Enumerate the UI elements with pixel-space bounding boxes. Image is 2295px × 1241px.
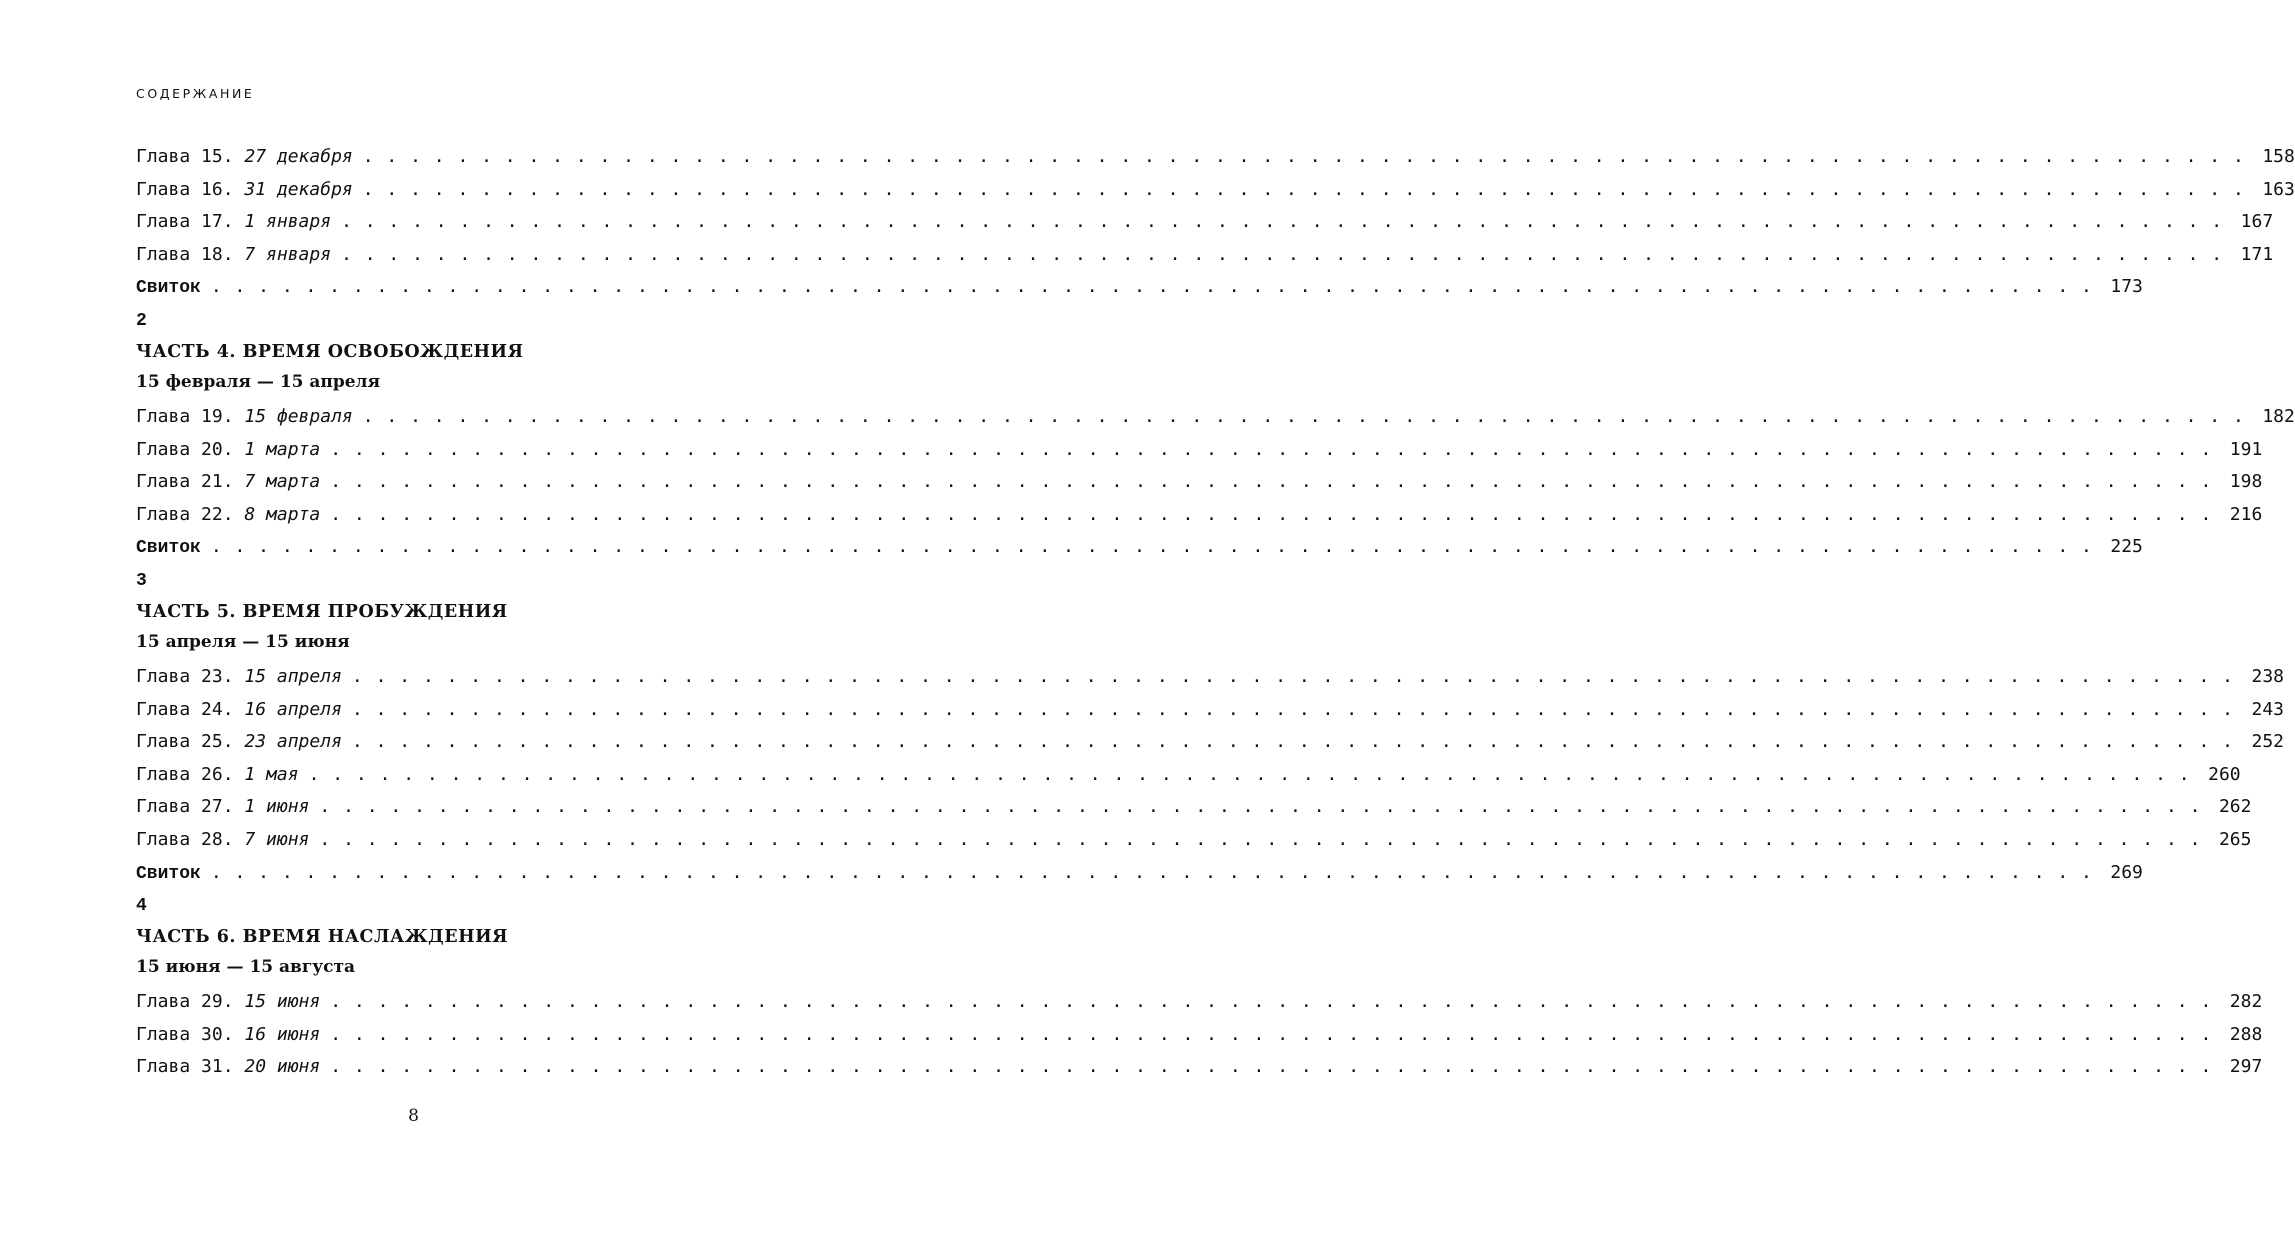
page-number: 216 (2229, 503, 2263, 525)
chapter-title: 1 января (244, 211, 332, 233)
chapter-title: 1 марта (244, 438, 321, 460)
part-title[interactable]: ЧАСТЬ 5. ВРЕМЯ ПРОБУЖДЕНИЯ (136, 601, 508, 622)
chapter-number: Глава 31. (136, 1056, 245, 1078)
chapter-number: Глава 30. (136, 1023, 245, 1045)
chapter-title: 15 апреля (244, 665, 342, 687)
dot-leader: . . . . . . . . . . . . . . . . . . . . . . . . . . . . . . . . . . . . . . . . . . . . . . . . . . . . . . . . . . . . . . . . . . . . . . . . . . . . . . . . (330, 991, 2213, 1013)
page-number: 167 (2240, 211, 2274, 233)
chapter-title: 16 июня (244, 1023, 321, 1045)
page-number: 260 (2208, 763, 2241, 785)
toc-entry[interactable] (136, 401, 2295, 434)
chapter-number: Глава 16. (136, 178, 245, 200)
chapter-title: 1 мая (244, 763, 299, 785)
chapter-title: 7 января (244, 243, 332, 265)
top-entries (136, 141, 2295, 331)
page-number: 252 (2251, 731, 2284, 753)
toc-entry[interactable] (136, 499, 2263, 532)
chapter-number: Глава 17. (136, 211, 245, 233)
chapter-number: Глава 20. (136, 438, 245, 460)
dot-leader: . . . . . . . . . . . . . . . . . . . . . . . . . . . . . . . . . . . . . . . . . . . . . . . . . . . . . . . . . . . . . . . . . . . . . . . . . . . . . . . . (330, 1056, 2213, 1078)
chapter-title: 23 апреля (244, 731, 342, 753)
scroll-label: Свиток 3 (136, 538, 201, 591)
dot-leader: . . . . . . . . . . . . . . . . . . . . . . . . . . . . . . . . . . . . . . . . . . . . . . . . . . . . . . . . . . . . . . . . . . . . . . . . . . . . . . . . (341, 211, 2224, 233)
chapter-number: Глава 18. (136, 243, 245, 265)
dot-leader: . . . . . . . . . . . . . . . . . . . . . . . . . . . . . . . . . . . . . . . . . . . . . . . . . . . . . . . . . . . . . . . . . . . . . . . . . . . . . . . . (362, 178, 2245, 200)
toc-entry[interactable] (136, 694, 2284, 727)
toc-entry[interactable] (136, 434, 2263, 467)
chapter-title: 16 апреля (244, 698, 342, 720)
dot-leader: . . . . . . . . . . . . . . . . . . . . . . . . . . . . . . . . . . . . . . . . . . . . . . . . . . . . . . . . . . . . . . . . . . . . . . . . . . . . . . . . (319, 796, 2202, 818)
page-number: 182 (2262, 405, 2295, 427)
toc-entry[interactable] (136, 986, 2263, 1019)
running-header: СОДЕРЖАНИЕ (136, 86, 255, 101)
chapter-title: 15 февраля (244, 405, 353, 427)
page-number: 171 (2240, 243, 2274, 265)
dot-leader: . . . . . . . . . . . . . . . . . . . . . . . . . . . . . . . . . . . . . . . . . . . . . . . . . . . . . . . . . . . . . . . . . . . . . . . . . . . . . . . . (308, 763, 2191, 785)
page-number: 238 (2251, 665, 2284, 687)
chapter-number: Глава 21. (136, 471, 245, 493)
chapter-title: 7 марта (244, 471, 321, 493)
page-number: 288 (2229, 1023, 2263, 1045)
dot-leader: . . . . . . . . . . . . . . . . . . . . . . . . . . . . . . . . . . . . . . . . . . . . . . . . . . . . . . . . . . . . . . . . . . . . . . . . . . . . . . . . (351, 731, 2234, 753)
part-section (136, 337, 2295, 591)
dot-leader: . . . . . . . . . . . . . . . . . . . . . . . . . . . . . . . . . . . . . . . . . . . . . . . . . . . . . . . . . . . . . . . . . . . . . . . . . . . . . . . . (210, 536, 2093, 558)
part-title[interactable]: ЧАСТЬ 4. ВРЕМЯ ОСВОБОЖДЕНИЯ (136, 341, 524, 362)
chapter-title: 1 июня (244, 796, 310, 818)
page-number: 262 (2218, 796, 2252, 818)
chapter-title: 8 марта (244, 503, 321, 525)
part-dates: 15 апреля — 15 июня (136, 631, 350, 652)
part-section (136, 597, 2284, 917)
toc-entry-scroll[interactable] (136, 531, 2143, 591)
toc-entry[interactable] (136, 239, 2274, 272)
page-number: 269 (2110, 861, 2143, 883)
page-number: 191 (2229, 438, 2263, 460)
dot-leader: . . . . . . . . . . . . . . . . . . . . . . . . . . . . . . . . . . . . . . . . . . . . . . . . . . . . . . . . . . . . . . . . . . . . . . . . . . . . . . . . (330, 503, 2213, 525)
toc-entry[interactable] (136, 174, 2295, 207)
toc-entry[interactable] (136, 141, 2295, 174)
page-number: 163 (2262, 178, 2295, 200)
page-number: 297 (2229, 1056, 2263, 1078)
chapter-title: 15 июня (244, 991, 321, 1013)
dot-leader: . . . . . . . . . . . . . . . . . . . . . . . . . . . . . . . . . . . . . . . . . . . . . . . . . . . . . . . . . . . . . . . . . . . . . . . . . . . . . . . . (330, 471, 2213, 493)
dot-leader: . . . . . . . . . . . . . . . . . . . . . . . . . . . . . . . . . . . . . . . . . . . . . . . . . . . . . . . . . . . . . . . . . . . . . . . . . . . . . . . . (351, 665, 2234, 687)
chapter-number: Глава 29. (136, 991, 245, 1013)
chapter-number: Глава 26. (136, 763, 245, 785)
dot-leader: . . . . . . . . . . . . . . . . . . . . . . . . . . . . . . . . . . . . . . . . . . . . . . . . . . . . . . . . . . . . . . . . . . . . . . . . . . . . . . . . (330, 438, 2213, 460)
page-number: 265 (2218, 828, 2252, 850)
part-section (136, 922, 2263, 1084)
toc-entry[interactable] (136, 661, 2284, 694)
chapter-number: Глава 25. (136, 731, 245, 753)
chapter-number: Глава 22. (136, 503, 245, 525)
toc-entry[interactable] (136, 206, 2274, 239)
dot-leader: . . . . . . . . . . . . . . . . . . . . . . . . . . . . . . . . . . . . . . . . . . . . . . . . . . . . . . . . . . . . . . . . . . . . . . . . . . . . . . . . (210, 276, 2093, 298)
toc-entry-scroll[interactable] (136, 857, 2143, 917)
toc-entry[interactable] (136, 1051, 2263, 1084)
page-number: 282 (2229, 991, 2263, 1013)
chapter-number: Глава 19. (136, 405, 245, 427)
dot-leader: . . . . . . . . . . . . . . . . . . . . . . . . . . . . . . . . . . . . . . . . . . . . . . . . . . . . . . . . . . . . . . . . . . . . . . . . . . . . . . . . (210, 861, 2093, 883)
chapter-title: 20 июня (244, 1056, 321, 1078)
part-dates: 15 июня — 15 августа (136, 957, 356, 978)
page-number: 225 (2110, 536, 2143, 558)
dot-leader: . . . . . . . . . . . . . . . . . . . . . . . . . . . . . . . . . . . . . . . . . . . . . . . . . . . . . . . . . . . . . . . . . . . . . . . . . . . . . . . . (351, 698, 2234, 720)
chapter-number: Глава 23. (136, 665, 245, 687)
toc-entry[interactable] (136, 759, 2241, 792)
page-number: 173 (2110, 276, 2143, 298)
chapter-title: 27 декабря (244, 146, 353, 167)
page-footer-number: 8 (408, 1106, 419, 1126)
page-number: 198 (2229, 471, 2263, 493)
dot-leader: . . . . . . . . . . . . . . . . . . . . . . . . . . . . . . . . . . . . . . . . . . . . . . . . . . . . . . . . . . . . . . . . . . . . . . . . . . . . . . . . (341, 243, 2224, 265)
part-dates: 15 февраля — 15 апреля (136, 371, 381, 392)
toc-entry[interactable] (136, 824, 2252, 857)
dot-leader: . . . . . . . . . . . . . . . . . . . . . . . . . . . . . . . . . . . . . . . . . . . . . . . . . . . . . . . . . . . . . . . . . . . . . . . . . . . . . . . . (362, 405, 2245, 427)
scroll-label: Свиток 2 (136, 278, 201, 331)
dot-leader: . . . . . . . . . . . . . . . . . . . . . . . . . . . . . . . . . . . . . . . . . . . . . . . . . . . . . . . . . . . . . . . . . . . . . . . . . . . . . . . . (319, 828, 2202, 850)
dot-leader: . . . . . . . . . . . . . . . . . . . . . . . . . . . . . . . . . . . . . . . . . . . . . . . . . . . . . . . . . . . . . . . . . . . . . . . . . . . . . . . . (362, 146, 2245, 167)
table-of-contents (136, 141, 2295, 1084)
chapter-title: 7 июня (244, 828, 310, 850)
part-title[interactable]: ЧАСТЬ 6. ВРЕМЯ НАСЛАЖДЕНИЯ (136, 927, 509, 948)
toc-entry[interactable] (136, 1019, 2263, 1052)
toc-entry[interactable] (136, 466, 2263, 499)
toc-entry[interactable] (136, 791, 2252, 824)
chapter-number: Глава 24. (136, 698, 245, 720)
page-number: 243 (2251, 698, 2284, 720)
scroll-label: Свиток 4 (136, 863, 201, 917)
chapter-title: 31 декабря (244, 178, 353, 200)
toc-entry-scroll[interactable] (136, 271, 2143, 331)
chapter-number: Глава 27. (136, 796, 245, 818)
chapter-number: Глава 15. (136, 146, 245, 167)
chapter-number: Глава 28. (136, 828, 245, 850)
dot-leader: . . . . . . . . . . . . . . . . . . . . . . . . . . . . . . . . . . . . . . . . . . . . . . . . . . . . . . . . . . . . . . . . . . . . . . . . . . . . . . . . (330, 1023, 2213, 1045)
toc-entry[interactable] (136, 726, 2284, 759)
page-number: 158 (2262, 146, 2295, 167)
